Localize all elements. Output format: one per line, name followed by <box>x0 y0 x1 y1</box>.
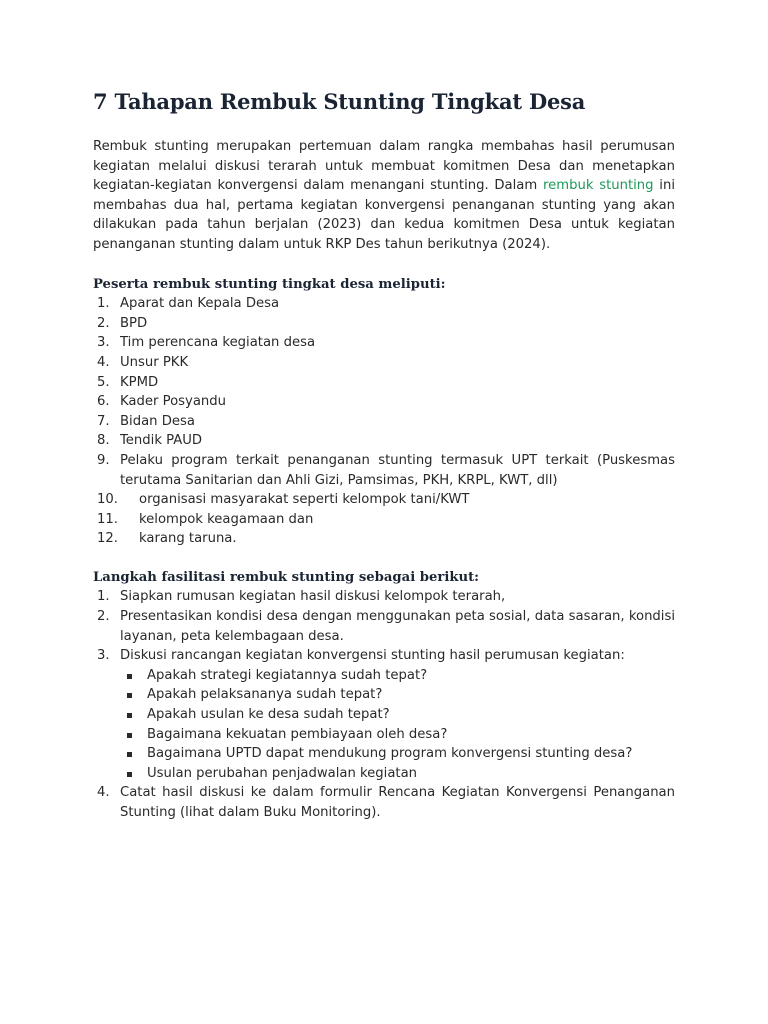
item-number: 3. <box>97 648 110 664</box>
subitem-text: Apakah pelaksananya sudah tepat? <box>147 687 383 703</box>
item-number: 4. <box>97 354 110 370</box>
item-number: 11. <box>97 511 118 527</box>
langkah-item <box>93 783 675 822</box>
subitem-text: Apakah usulan ke desa sudah tepat? <box>147 707 390 723</box>
page-title: 7 Tahapan Rembuk Stunting Tingkat Desa <box>93 89 586 114</box>
item-number: 5. <box>97 374 110 390</box>
item-text: Kader Posyandu <box>120 394 226 410</box>
langkah-subitem <box>93 725 675 745</box>
peserta-list <box>93 294 675 549</box>
square-bullet-icon <box>127 674 132 679</box>
peserta-item <box>93 451 675 490</box>
item-number: 1. <box>97 589 110 605</box>
square-bullet-icon <box>127 713 132 718</box>
item-number: 2. <box>97 315 110 331</box>
item-number: 7. <box>97 413 110 429</box>
subitem-text: Bagaimana UPTD dapat mendukung program konvergensi stunting desa? <box>147 746 633 762</box>
item-text: Tendik PAUD <box>120 433 203 449</box>
item-text: karang taruna. <box>139 531 237 547</box>
langkah-subitem <box>93 685 675 705</box>
item-number: 3. <box>97 335 110 351</box>
langkah-subitem <box>93 705 675 725</box>
square-bullet-icon <box>127 733 132 738</box>
item-number: 4. <box>97 785 110 801</box>
item-number: 10. <box>97 492 118 508</box>
item-text: Aparat dan Kepala Desa <box>120 296 280 312</box>
square-bullet-icon <box>127 752 132 757</box>
langkah-list <box>93 587 675 822</box>
item-number: 6. <box>97 394 110 410</box>
item-number: 9. <box>97 452 110 468</box>
langkah-subitem <box>93 666 675 686</box>
peserta-item <box>93 333 675 353</box>
langkah-item <box>93 587 675 607</box>
peserta-item <box>93 490 675 510</box>
square-bullet-icon <box>127 772 132 777</box>
peserta-item <box>93 392 675 412</box>
rembuk-stunting-link[interactable]: rembuk stunting <box>543 178 654 194</box>
item-text: Bidan Desa <box>120 413 195 429</box>
item-text: BPD <box>120 315 148 331</box>
item-text: organisasi masyarakat seperti kelompok tani/KWT <box>139 492 470 508</box>
peserta-item <box>93 294 675 314</box>
langkah-sublist <box>120 666 675 784</box>
langkah-heading: Langkah fasilitasi rembuk stunting sebagai berikut: <box>93 569 480 585</box>
intro-paragraph <box>93 137 675 255</box>
item-text: Diskusi rancangan kegiatan konvergensi stunting hasil perumusan kegiatan: <box>120 648 625 664</box>
item-number: 2. <box>97 609 110 625</box>
item-text: Tim perencana kegiatan desa <box>120 335 316 351</box>
item-number: 1. <box>97 296 110 312</box>
peserta-item <box>93 510 675 530</box>
peserta-item <box>93 373 675 393</box>
peserta-item <box>93 529 675 549</box>
item-text: Pelaku program terkait penanganan stunting termasuk UPT terkait (Puskesmas terutama Sanitarian dan Ahli Gizi, Pamsimas, PKH, KRPL, KWT, dll) <box>120 452 675 488</box>
item-text: kelompok keagamaan dan <box>139 511 314 527</box>
item-text: Unsur PKK <box>120 354 189 370</box>
item-number: 12. <box>97 531 118 547</box>
document-page <box>93 84 675 823</box>
peserta-item <box>93 431 675 451</box>
langkah-item <box>93 646 675 783</box>
intro-text-after-link: ini membahas dua hal, pertama kegiatan konvergensi penanganan stunting yang akan dilakukan pada tahun berjalan (2023) dan kedua komitmen Desa untuk kegiatan penanganan stunting dalam untuk RKP Des tahun berikutnya (2024). <box>93 178 675 252</box>
peserta-item <box>93 412 675 432</box>
item-text: KPMD <box>120 374 159 390</box>
subitem-text: Bagaimana kekuatan pembiayaan oleh desa? <box>147 726 448 742</box>
item-text: Siapkan rumusan kegiatan hasil diskusi kelompok terarah, <box>120 589 506 605</box>
langkah-subitem <box>93 764 675 784</box>
subitem-text: Usulan perubahan penjadwalan kegiatan <box>147 765 418 781</box>
langkah-subitem <box>93 744 675 764</box>
subitem-text: Apakah strategi kegiatannya sudah tepat? <box>147 667 428 683</box>
intro-text-before-link: Rembuk stunting merupakan pertemuan dalam rangka membahas hasil perumusan kegiatan melalui diskusi terarah untuk membuat komitmen Desa dan menetapkan kegiatan-kegiatan konvergensi dalam menangani stunting. Dalam <box>93 139 675 194</box>
langkah-item <box>93 607 675 646</box>
peserta-heading: Peserta rembuk stunting tingkat desa meliputi: <box>93 276 446 292</box>
square-bullet-icon <box>127 693 132 698</box>
item-text: Catat hasil diskusi ke dalam formulir Rencana Kegiatan Konvergensi Penanganan Stunting (lihat dalam Buku Monitoring). <box>120 785 675 820</box>
item-text: Presentasikan kondisi desa dengan menggunakan peta sosial, data sasaran, kondisi layanan, peta kelembagaan desa. <box>120 609 675 644</box>
peserta-item <box>93 353 675 373</box>
item-number: 8. <box>97 433 110 449</box>
peserta-item <box>93 314 675 334</box>
